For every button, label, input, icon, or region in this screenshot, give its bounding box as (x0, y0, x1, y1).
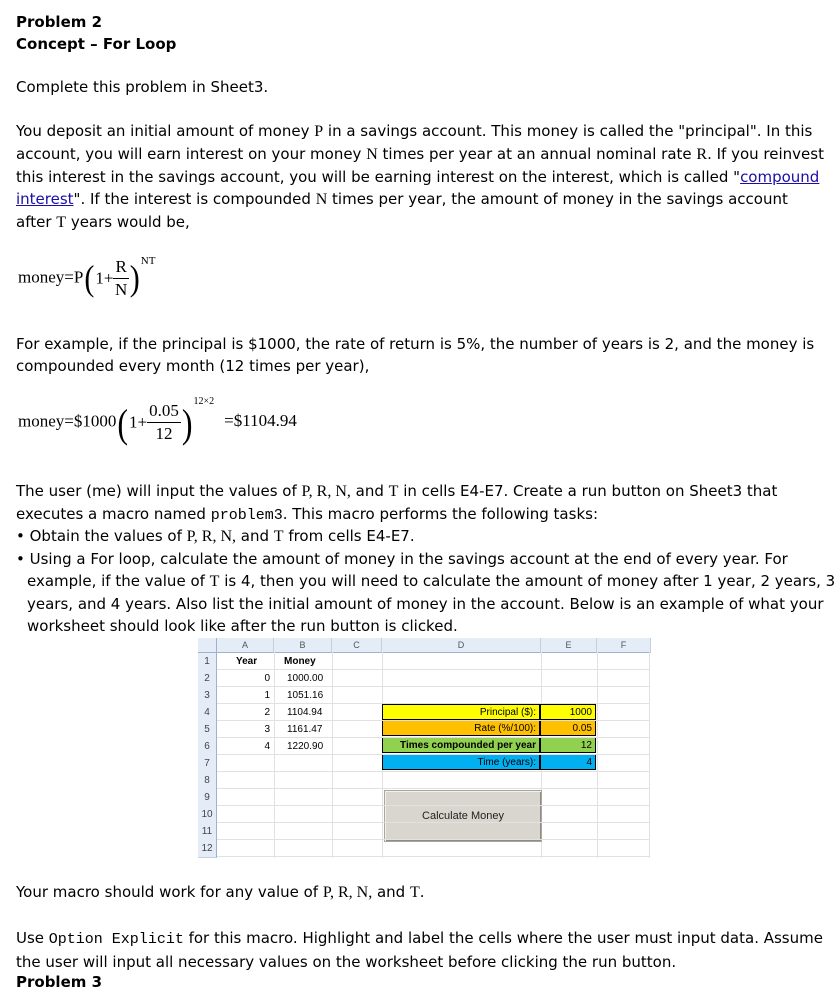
row-header: 4 (198, 704, 217, 722)
money-cell: 1161.47 (287, 724, 323, 735)
time-label: Time (years): (382, 754, 540, 770)
row-header: 3 (198, 687, 217, 705)
money-header: Money (284, 656, 316, 667)
paragraph-option-explicit: Use Option Explicit for this macro. Highlight and label the cells where the user must input data. Assume the user will input all necessary values on the worksheet before clicking the run button. (16, 929, 823, 971)
principal-label: Principal ($): (382, 704, 540, 720)
formula-example: money=$1000(1+ $\frac{0.05}{12}$ )$^{12\times 2}$=$1104.94 (18, 395, 297, 445)
concept-heading: Concept – For Loop (16, 35, 177, 53)
paragraph-example: For example, if the principal is $1000, the rate of return is 5%, the number of years is 2, and the money is compounded every month (12 times per year), (16, 335, 815, 375)
next-problem-heading: Problem 3 (16, 973, 103, 991)
paragraph-principal: You deposit an initial amount of money P in a savings account. This money is called the "principal". In this account, you will earn interest on your money N times per year at an annual nominal rate R. If you reinvest this interest in the savings account, you will be earning interest on the interest, which is called "compound interest". If the interest is compounded N times per year, the amount of money in the savings account after T years would be, (16, 122, 824, 231)
worksheet-example (198, 638, 650, 858)
money-cell: 1220.90 (287, 741, 324, 752)
row-header: 5 (198, 721, 217, 739)
calculate-money-button[interactable]: Calculate Money (384, 790, 542, 842)
year-cell: 4 (264, 741, 270, 752)
formula-general: money=P(1+ $\frac{R}{N}$ )$^{NT}$ (18, 254, 156, 299)
rate-input[interactable]: 0.05 (540, 720, 596, 736)
row-header: 12 (198, 840, 217, 858)
intro-text: Complete this problem in Sheet3. (16, 78, 269, 96)
bullet-for-loop: • Using a For loop, calculate the amount of money in the savings account at the end of every year. For example, if the value of T is 4, then you will need to calculate the amount of money after 1 year, 2 years, 3 years, and 4 years. Also list the initial amount of money in the account. Below is an example of what your worksheet should look like after the run button is clicked. (16, 550, 836, 635)
row-header: 7 (198, 755, 217, 773)
row-header: 1 (198, 653, 217, 671)
times-compounded-label: Times compounded per year (382, 737, 540, 753)
time-input[interactable]: 4 (540, 754, 596, 770)
row-header: 6 (198, 738, 217, 756)
year-cell: 1 (264, 690, 270, 701)
column-header-c: C (332, 638, 382, 653)
paragraph-task: The user (me) will input the values of P, R, N, and T in cells E4-E7. Create a run button on Sheet3 that executes a macro named problem3. This macro performs the following tasks: (16, 482, 778, 524)
money-cell: 1000.00 (287, 673, 324, 684)
principal-input[interactable]: 1000 (540, 704, 596, 720)
column-header-b: B (274, 638, 332, 653)
column-header-d: D (382, 638, 541, 653)
year-cell: 2 (264, 707, 270, 718)
year-cell: 0 (264, 673, 270, 684)
money-cell: 1104.94 (287, 707, 323, 718)
column-header-e: E (541, 638, 597, 653)
times-compounded-input[interactable]: 12 (540, 737, 596, 753)
row-header: 9 (198, 789, 217, 807)
column-header-a: A (217, 638, 274, 653)
paragraph-any-value: Your macro should work for any value of P, R, N, and T. (16, 883, 425, 901)
year-header: Year (236, 656, 258, 667)
row-header: 11 (198, 823, 217, 841)
rate-label: Rate (%/100): (382, 720, 540, 736)
column-header-f: F (597, 638, 651, 653)
year-cell: 3 (264, 724, 270, 735)
compound-interest-link[interactable]: compound interest (16, 168, 820, 208)
bullet-obtain-values: • Obtain the values of P, R, N, and T from cells E4-E7. (16, 527, 415, 545)
problem-heading: Problem 2 (16, 13, 103, 31)
row-header: 10 (198, 806, 217, 824)
row-header: 8 (198, 772, 217, 790)
money-cell: 1051.16 (287, 690, 324, 701)
row-header: 2 (198, 670, 217, 688)
select-all-corner (198, 638, 217, 653)
